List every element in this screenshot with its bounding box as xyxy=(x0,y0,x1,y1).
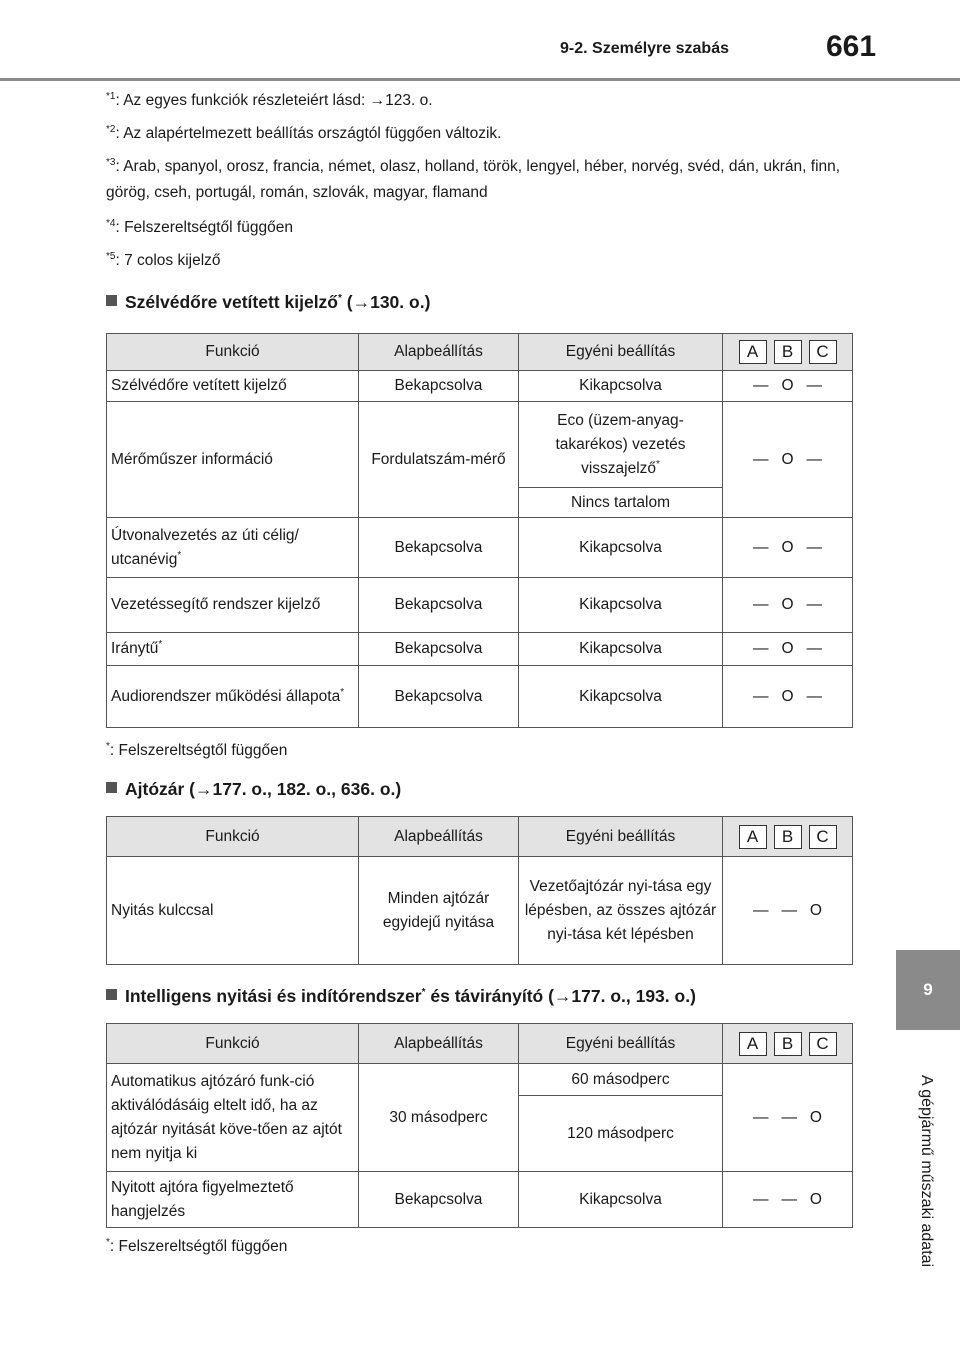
door-lock-table xyxy=(106,816,853,965)
cell-custom: 60 másodperc xyxy=(519,1064,723,1096)
table-note: *: Felszereltségtől függően xyxy=(106,740,288,759)
cell-a: — xyxy=(753,450,769,468)
col-header-function: Funkció xyxy=(107,334,359,371)
col-header-function: Funkció xyxy=(107,817,359,857)
box-c: C xyxy=(809,825,837,849)
box-a: A xyxy=(739,340,767,364)
table-row xyxy=(107,666,853,728)
footnote-3 xyxy=(106,154,846,206)
footnote-label: *1 xyxy=(106,90,116,102)
section-heading-smart-key xyxy=(106,986,696,1007)
box-b: B xyxy=(774,340,802,364)
cell-b: O xyxy=(781,640,794,657)
chapter-side-label: A gépjármű műszaki adatai xyxy=(918,1074,935,1268)
table-row xyxy=(107,633,853,666)
cell-abc xyxy=(723,518,853,578)
smart-key-table xyxy=(106,1023,853,1228)
table-note: *: Felszereltségtől függően xyxy=(106,1236,288,1255)
cell-c: — xyxy=(806,377,822,394)
section-ref: (→130. o.) xyxy=(341,292,431,312)
footnote-label: *4 xyxy=(106,217,116,229)
cell-custom: Kikapcsolva xyxy=(519,371,723,402)
cell-function: Nyitott ajtóra figyelmeztető hangjelzés xyxy=(107,1172,359,1228)
cell-custom: Kikapcsolva xyxy=(519,1172,723,1228)
cell-b: O xyxy=(781,450,794,468)
page-number: 661 xyxy=(826,30,877,63)
cell-abc xyxy=(723,1172,853,1228)
cell-custom: Kikapcsolva xyxy=(519,518,723,578)
cell-a: — xyxy=(753,596,769,613)
chapter-side-label-box xyxy=(914,1040,938,1302)
col-header-default: Alapbeállítás xyxy=(359,817,519,857)
cell-custom: Vezetőajtózár nyi-tása egy lépésben, az összes ajtózár nyi-tása két lépésben xyxy=(519,857,723,965)
box-b: B xyxy=(774,825,802,849)
box-c: C xyxy=(809,340,837,364)
cell-abc xyxy=(723,371,853,402)
footnote-text: : Arab, spanyol, orosz, francia, német, olasz, holland, török, lengyel, héber, norvég, svéd, dán, ukrán, finn, görög, cseh, portugál, román, szlovák, magyar, flamand xyxy=(106,158,841,201)
footnote-text: : Az alapértelmezett beállítás országtól függően változik. xyxy=(115,125,502,142)
cell-custom: 120 másodperc xyxy=(519,1096,723,1172)
cell-a: — xyxy=(753,901,769,919)
section-ref: és távirányító (→177. o., 193. o.) xyxy=(425,986,696,1006)
cell-function-text: Iránytű xyxy=(111,640,159,657)
cell-default: 30 másodperc xyxy=(359,1064,519,1172)
cell-function: Mérőműszer információ xyxy=(107,402,359,518)
table-row xyxy=(107,1172,853,1228)
cell-custom-text: Eco (üzem-anyag-takarékos) vezetés visszajelző xyxy=(555,411,686,477)
note-text: : Felszereltségtől függően xyxy=(109,1238,288,1255)
cell-abc xyxy=(723,666,853,728)
cell-default: Bekapcsolva xyxy=(359,578,519,633)
footnote-5 xyxy=(106,248,221,274)
cell-a: — xyxy=(753,687,769,705)
cell-c: O xyxy=(809,1190,822,1208)
cell-abc xyxy=(723,633,853,666)
section-title: Szélvédőre vetített kijelző xyxy=(125,292,338,312)
footnote-text: : Az egyes funkciók részleteiért lásd: →123. o. xyxy=(115,92,433,109)
col-header-function: Funkció xyxy=(107,1024,359,1064)
table-row xyxy=(107,578,853,633)
footnote-1 xyxy=(106,88,433,114)
cell-custom: Nincs tartalom xyxy=(519,488,723,518)
square-bullet-icon xyxy=(106,295,117,306)
cell-a: — xyxy=(753,1190,769,1208)
col-header-custom: Egyéni beállítás xyxy=(519,817,723,857)
hud-settings-table xyxy=(106,333,853,728)
chapter-tab: 9 xyxy=(896,950,960,1030)
col-header-abc xyxy=(723,817,853,857)
table-row xyxy=(107,371,853,402)
cell-abc xyxy=(723,402,853,518)
footnote-label: *5 xyxy=(106,250,116,262)
note-text: : Felszereltségtől függően xyxy=(109,742,288,759)
footnote-2 xyxy=(106,121,501,147)
cell-c: — xyxy=(806,687,822,705)
cell-abc xyxy=(723,1064,853,1172)
cell-b: — xyxy=(781,901,797,919)
cell-a: — xyxy=(753,377,769,394)
box-c: C xyxy=(809,1032,837,1056)
cell-custom: Eco (üzem-anyag-takarékos) vezetés visszajelző* xyxy=(519,402,723,488)
section-title: Ajtózár (→177. o., 182. o., 636. o.) xyxy=(125,779,402,799)
col-header-custom: Egyéni beállítás xyxy=(519,334,723,371)
footnote-4 xyxy=(106,215,293,241)
footnote-mark: * xyxy=(338,293,342,305)
chapter-title: 9-2. Személyre szabás xyxy=(560,40,729,57)
cell-c: O xyxy=(809,1108,822,1126)
cell-custom: Kikapcsolva xyxy=(519,578,723,633)
cell-function: Audiorendszer működési állapota* xyxy=(107,666,359,728)
cell-custom: Kikapcsolva xyxy=(519,633,723,666)
cell-function: Automatikus ajtózáró funk-ció aktiválódásáig eltelt idő, ha az ajtózár nyitását köve-tően az ajtót nem nyitja ki xyxy=(107,1064,359,1172)
cell-c: — xyxy=(806,450,822,468)
col-header-default: Alapbeállítás xyxy=(359,334,519,371)
cell-default: Bekapcsolva xyxy=(359,666,519,728)
cell-default: Bekapcsolva xyxy=(359,518,519,578)
section-heading-door-lock xyxy=(106,779,401,800)
square-bullet-icon xyxy=(106,782,117,793)
cell-function: Iránytű* xyxy=(107,633,359,666)
cell-a: — xyxy=(753,1108,769,1126)
cell-c: O xyxy=(809,901,822,919)
cell-function: Útvonalvezetés az úti célig/ utcanévig* xyxy=(107,518,359,578)
cell-c: — xyxy=(806,538,822,556)
footnote-text: : 7 colos kijelző xyxy=(115,252,221,269)
cell-c: — xyxy=(806,596,822,613)
cell-default: Minden ajtózár egyidejű nyitása xyxy=(359,857,519,965)
cell-function-text: Audiorendszer működési állapota xyxy=(111,687,341,705)
table-row xyxy=(107,857,853,965)
cell-default: Fordulatszám-mérő xyxy=(359,402,519,518)
cell-b: O xyxy=(781,687,794,705)
cell-a: — xyxy=(753,640,769,657)
col-header-default: Alapbeállítás xyxy=(359,1024,519,1064)
cell-b: O xyxy=(781,538,794,556)
cell-b: O xyxy=(781,377,794,394)
table-row xyxy=(107,402,853,488)
footnote-mark: * xyxy=(421,987,426,999)
cell-default: Bekapcsolva xyxy=(359,633,519,666)
table-row xyxy=(107,1064,853,1096)
cell-b: O xyxy=(781,596,794,613)
cell-custom: Kikapcsolva xyxy=(519,666,723,728)
box-b: B xyxy=(774,1032,802,1056)
footnote-text: : Felszereltségtől függően xyxy=(115,219,293,236)
cell-abc xyxy=(723,857,853,965)
footnote-label: *3 xyxy=(106,156,116,168)
header-rule xyxy=(0,78,960,81)
col-header-abc xyxy=(723,1024,853,1064)
cell-function: Nyitás kulccsal xyxy=(107,857,359,965)
cell-function-text: Útvonalvezetés az úti célig/ utcanévig xyxy=(111,526,299,568)
box-a: A xyxy=(739,825,767,849)
col-header-custom: Egyéni beállítás xyxy=(519,1024,723,1064)
cell-default: Bekapcsolva xyxy=(359,1172,519,1228)
cell-function: Vezetéssegítő rendszer kijelző xyxy=(107,578,359,633)
cell-a: — xyxy=(753,538,769,556)
cell-default: Bekapcsolva xyxy=(359,371,519,402)
footnote-label: *2 xyxy=(106,123,116,135)
cell-abc xyxy=(723,578,853,633)
cell-c: — xyxy=(806,640,822,657)
box-a: A xyxy=(739,1032,767,1056)
section-heading-hud xyxy=(106,292,430,313)
cell-b: — xyxy=(781,1190,797,1208)
col-header-abc xyxy=(723,334,853,371)
cell-b: — xyxy=(781,1108,797,1126)
cell-function: Szélvédőre vetített kijelző xyxy=(107,371,359,402)
square-bullet-icon xyxy=(106,989,117,1000)
section-title: Intelligens nyitási és indítórendszer xyxy=(125,986,422,1006)
table-row xyxy=(107,518,853,578)
